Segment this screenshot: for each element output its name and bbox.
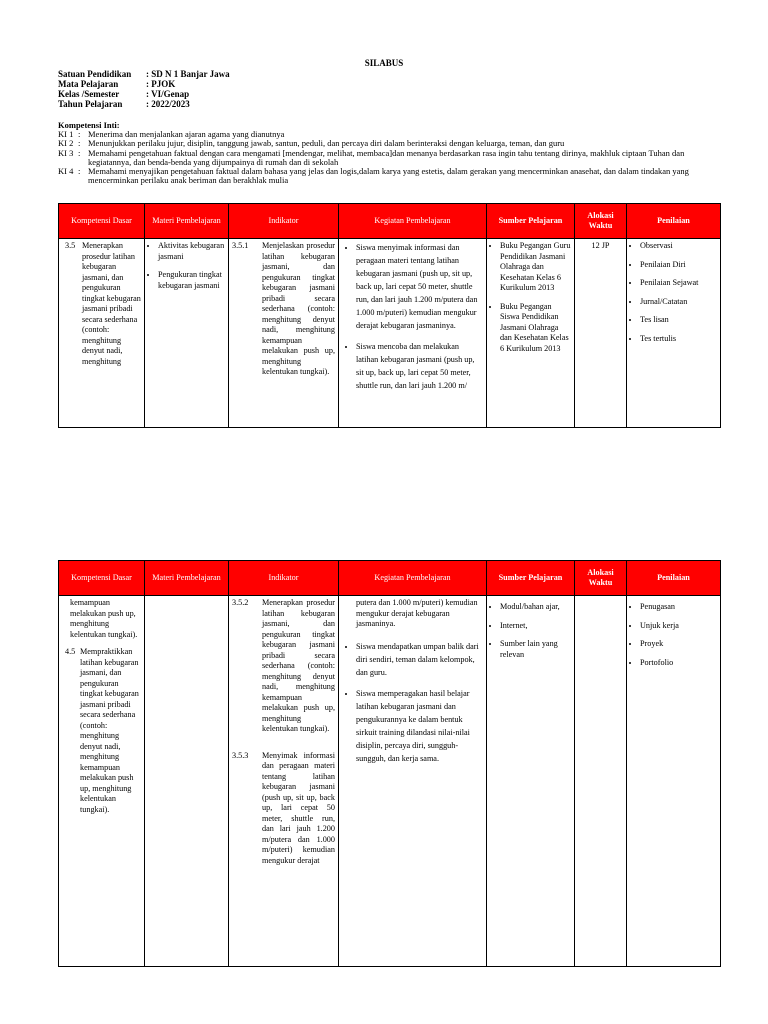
syllabus-table-1 — [58, 203, 721, 428]
cell-alokasi — [575, 239, 627, 428]
list-item: • Sumber lain yang relevan — [500, 639, 571, 660]
table-row — [59, 239, 721, 428]
ki-text: Menunjukkan perilaku jujur, disiplin, tanggung jawab, santun, peduli, dan percaya diri dalam berinteraksi dengan keluarga, teman, dan guru — [88, 138, 565, 149]
indikator-text: Menjelaskan prosedur latihan kebugaran jasmani, dan pengukuran tingkat kebugaran jasmani pribadi secara sederhana (contoh: menghitung denyut nadi, menghitung kemampuan melakukan push up, menghitung kelentukan tungkai). — [262, 241, 335, 376]
list-item: • Modul/bahan ajar, — [500, 602, 571, 613]
cell-sumber — [487, 596, 575, 967]
list-item: • Portofolio — [640, 658, 717, 669]
header-sumber: Sumber Pelajaran — [487, 204, 575, 239]
page-title: SILABUS — [364, 58, 404, 68]
ki-code: KI 2 — [58, 138, 74, 149]
kd-text: Mempraktikkan latihan kebugaran jasmani, dan pengukuran tingkat kebugaran jasmani pribadi secara sederhana (contoh: menghitung denyut nadi, menghitung kemampuan melakukan push up, menghitung kelentukan tungkai). — [80, 647, 139, 814]
kd-text: kemampuan melakukan push up, menghitung kelentukan tungkai). — [70, 598, 138, 639]
list-item: • Pengukuran tingkat kebugaran jasmani — [158, 270, 225, 291]
ki-heading: Kompetensi Inti: — [58, 120, 120, 130]
indikator-number: 3.5.2 — [232, 598, 249, 607]
kd-text: Menerapkan prosedur latihan kebugaran jasmani, dan pengukuran tingkat kebugaran jasmani pribadi secara sederhana (contoh: menghitung denyut nadi, menghitung — [82, 241, 141, 366]
ki-item — [58, 149, 718, 167]
header-kegiatan: Kegiatan Pembelajaran — [339, 204, 487, 239]
cell-materi — [145, 596, 229, 967]
meta-value: : 2022/2023 — [146, 99, 190, 109]
list-item: • Internet, — [500, 621, 571, 632]
header-penilaian: Penilaian — [627, 204, 721, 239]
kegiatan-text: putera dan 1.000 m/puteri) kemudian mengukur derajat kebugaran jasmaninya. — [356, 598, 478, 628]
meta-label: Mata Pelajaran — [58, 79, 119, 89]
ki-colon: : — [78, 147, 81, 158]
list-item: • Observasi — [640, 241, 717, 252]
ki-text: Memahami pengetahuan faktual dengan cara mengamati [mendengar, melihat, membaca]dan menanya berdasarkan rasa ingin tahu tentang dirinya, makhluk ciptaan Tuhan dan kegiatannya, dan benda-benda yang dijumpainya di rumah dan di sekolah — [88, 147, 685, 167]
kd-number: 4.5 — [65, 647, 76, 656]
list-item: • Tes lisan — [640, 315, 717, 326]
table-header-row — [59, 561, 721, 596]
list-item: • Buku Pegangan Guru Pendidikan Jasmani Olahraga dan Kesehatan Kelas 6 Kurikulum 2013 — [500, 241, 571, 294]
table-header-row — [59, 204, 721, 239]
indikator-text: Menerapkan prosedur latihan kebugaran jasmani, dan pengukuran tingkat kebugaran jasmani pribadi secara sederhana (contoh: menghitung denyut nadi, menghitung kemampuan melakukan push up, menghitung kelentukan tungkai). — [262, 598, 335, 733]
list-item: • Penugasan — [640, 602, 717, 613]
header-materi: Materi Pembelajaran — [145, 561, 229, 596]
list-item: • Siswa menyimak informasi dan peragaan materi tentang latihan kebugaran jasmani (push up, sit up, back up, lari cepat 50 meter, shuttle run, dan lari jauh 1.200 m/putera dan 1.000 m/puteri) kemudian mengukur derajat kebugaran jasmaninya. — [356, 241, 483, 332]
cell-kompetensi-dasar — [59, 239, 145, 428]
indikator-number: 3.5.3 — [232, 750, 249, 760]
list-item: • Tes tertulis — [640, 334, 717, 345]
list-item: • Buku Pegangan Siswa Pendidikan Jasmani Olahraga dan Kesehatan Kelas 6 Kurikulum 2013 — [500, 302, 571, 355]
cell-alokasi — [575, 596, 627, 967]
ki-text: Menerima dan menjalankan ajaran agama yang dianutnya — [88, 129, 285, 140]
meta-value: : VI/Genap — [146, 89, 190, 99]
indikator-number: 3.5.1 — [232, 241, 249, 250]
list-item: • Penilaian Sejawat — [640, 278, 717, 289]
list-item: • Siswa mendapatkan umpan balik dari diri sendiri, teman dalam kelompok, dan guru. — [356, 640, 483, 679]
ki-colon: : — [78, 138, 81, 149]
meta-label: Satuan Pendidikan — [58, 69, 132, 79]
alokasi-value: 12 JP — [591, 241, 610, 250]
list-item: • Siswa mencoba dan melakukan latihan kebugaran jasmani (push up, sit up, back up, lari cepat 50 meter, shuttle run, dan lari jauh 1.200 m/ — [356, 340, 483, 392]
header-alokasi: Alokasi Waktu — [575, 561, 627, 596]
identity-block — [58, 69, 230, 109]
cell-indikator — [229, 239, 339, 428]
header-penilaian: Penilaian — [627, 561, 721, 596]
indikator-text: Menyimak informasi dan peragaan materi tentang latihan kebugaran jasmani (push up, sit up, back up, lari cepat 50 meter, shuttle run, dan lari jauh 1.200 m/putera dan 1.000 m/puteri) kemudian mengukur derajat — [262, 750, 335, 865]
header-kompetensi-dasar: Kompetensi Dasar — [59, 561, 145, 596]
ki-code: KI 1 — [58, 129, 74, 140]
cell-penilaian — [627, 239, 721, 428]
header-kompetensi-dasar: Kompetensi Dasar — [59, 204, 145, 239]
ki-text: Memahami menyajikan pengetahuan faktual dalam bahasa yang jelas dan logis,dalam karya yang estetis, dalam gerakan yang mencerminkan anasehat, dan dalam tindakan yang mencerminkan perilaku anak beriman dan berakhlak mulia — [88, 166, 689, 186]
list-item: • Aktivitas kebugaran jasmani — [158, 241, 225, 262]
cell-penilaian — [627, 596, 721, 967]
list-item: • Proyek — [640, 639, 717, 650]
cell-materi — [145, 239, 229, 428]
cell-indikator — [229, 596, 339, 967]
ki-colon: : — [78, 166, 81, 177]
meta-value: : PJOK — [146, 79, 176, 89]
header-materi: Materi Pembelajaran — [145, 204, 229, 239]
header-alokasi: Alokasi Waktu — [575, 204, 627, 239]
header-sumber: Sumber Pelajaran — [487, 561, 575, 596]
kd-number: 3.5 — [65, 241, 76, 250]
ki-colon: : — [78, 129, 81, 140]
cell-kegiatan — [339, 239, 487, 428]
ki-item — [58, 167, 718, 185]
list-item: • Unjuk kerja — [640, 621, 717, 632]
header-indikator: Indikator — [229, 561, 339, 596]
cell-kompetensi-dasar — [59, 596, 145, 967]
meta-label: Tahun Pelajaran — [58, 99, 123, 109]
header-kegiatan: Kegiatan Pembelajaran — [339, 561, 487, 596]
cell-sumber — [487, 239, 575, 428]
meta-value: : SD N 1 Banjar Jawa — [146, 69, 230, 79]
cell-kegiatan — [339, 596, 487, 967]
header-indikator: Indikator — [229, 204, 339, 239]
syllabus-table-2 — [58, 560, 721, 967]
list-item: • Jurnal/Catatan — [640, 297, 717, 308]
ki-code: KI 4 — [58, 166, 74, 177]
ki-code: KI 3 — [58, 147, 74, 158]
meta-label: Kelas /Semester — [58, 89, 120, 99]
list-item: • Siswa memperagakan hasil belajar latihan kebugaran jasmani dan pengukurannya ke dalam bentuk sirkuit training dilandasi nilai-nilai disiplin, percaya diri, sungguh-sungguh, dan kerja sama. — [356, 687, 483, 765]
kompetensi-inti — [58, 121, 718, 185]
list-item: • Penilaian Diri — [640, 260, 717, 271]
table-row — [59, 596, 721, 967]
